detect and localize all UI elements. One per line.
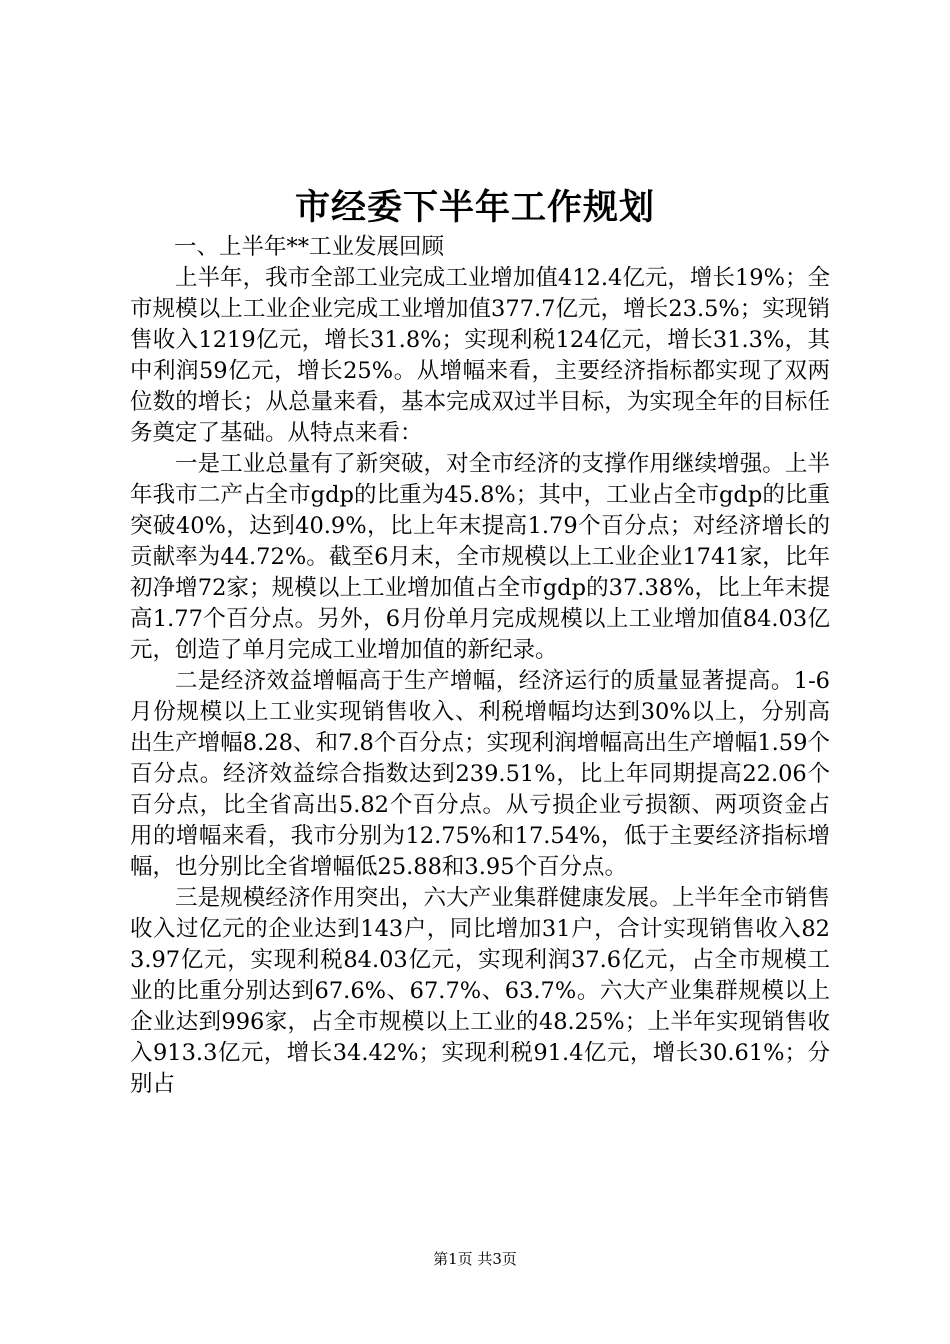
paragraph-overview: 上半年，我市全部工业完成工业增加值412.4亿元，增长19%；全市规模以上工业企业完成工业增加值377.7亿元，增长23.5%；实现销售收入1219亿元，增长31.8%；实现利税124亿元，增长31.3%，其中利润59亿元，增长25%。从增幅来看，主要经济指标都实现了双两位数的增长；从总量来看，基本完成双过半目标，为实现全年的目标任务奠定了基础。从特点来看： bbox=[130, 265, 830, 446]
section-heading: 一、上半年**工业发展回顾 bbox=[174, 234, 445, 260]
document-title: 市经委下半年工作规划 bbox=[294, 187, 655, 228]
paragraph-point-2: 二是经济效益增幅高于生产增幅，经济运行的质量显著提高。1-6月份规模以上工业实现销售收入、利税增幅均达到30%以上，分别高出生产增幅8.28、和7.8个百分点；实现利润增幅高出生产增幅1.59个百分点。经济效益综合指数达到239.51%，比上年同期提高22.06个百分点，比全省高出5.82个百分点。从亏损企业亏损额、两项资金占用的增幅来看，我市分别为12.75%和17.54%，低于主要经济指标增幅，也分别比全省增幅低25.88和3.95个百分点。 bbox=[130, 668, 830, 880]
paragraph-point-1: 一是工业总量有了新突破，对全市经济的支撑作用继续增强。上半年我市二产占全市gdp的比重为45.8%；其中，工业占全市gdp的比重突破40%，达到40.9%，比上年末提高1.79个百分点；对经济增长的贡献率为44.72%。截至6月末，全市规模以上工业企业1741家，比年初净增72家；规模以上工业增加值占全市gdp的37.38%，比上年末提高1.77个百分点。另外，6月份单月完成规模以上工业增加值84.03亿元，创造了单月完成工业增加值的新纪录。 bbox=[130, 451, 830, 663]
paragraph-point-3: 三是规模经济作用突出，六大产业集群健康发展。上半年全市销售收入过亿元的企业达到143户，同比增加31户，合计实现销售收入823.97亿元，实现利税84.03亿元，实现利润37.6亿元，占全市规模工业的比重分别达到67.6%、67.7%、63.7%。六大产业集群规模以上企业达到996家，占全市规模以上工业的48.25%；上半年实现销售收入913.3亿元，增长34.42%；实现利税91.4亿元，增长30.61%；分别占 bbox=[130, 885, 830, 1097]
document-body bbox=[130, 232, 830, 1100]
page-footer: 第1页 共3页 bbox=[433, 1250, 517, 1268]
